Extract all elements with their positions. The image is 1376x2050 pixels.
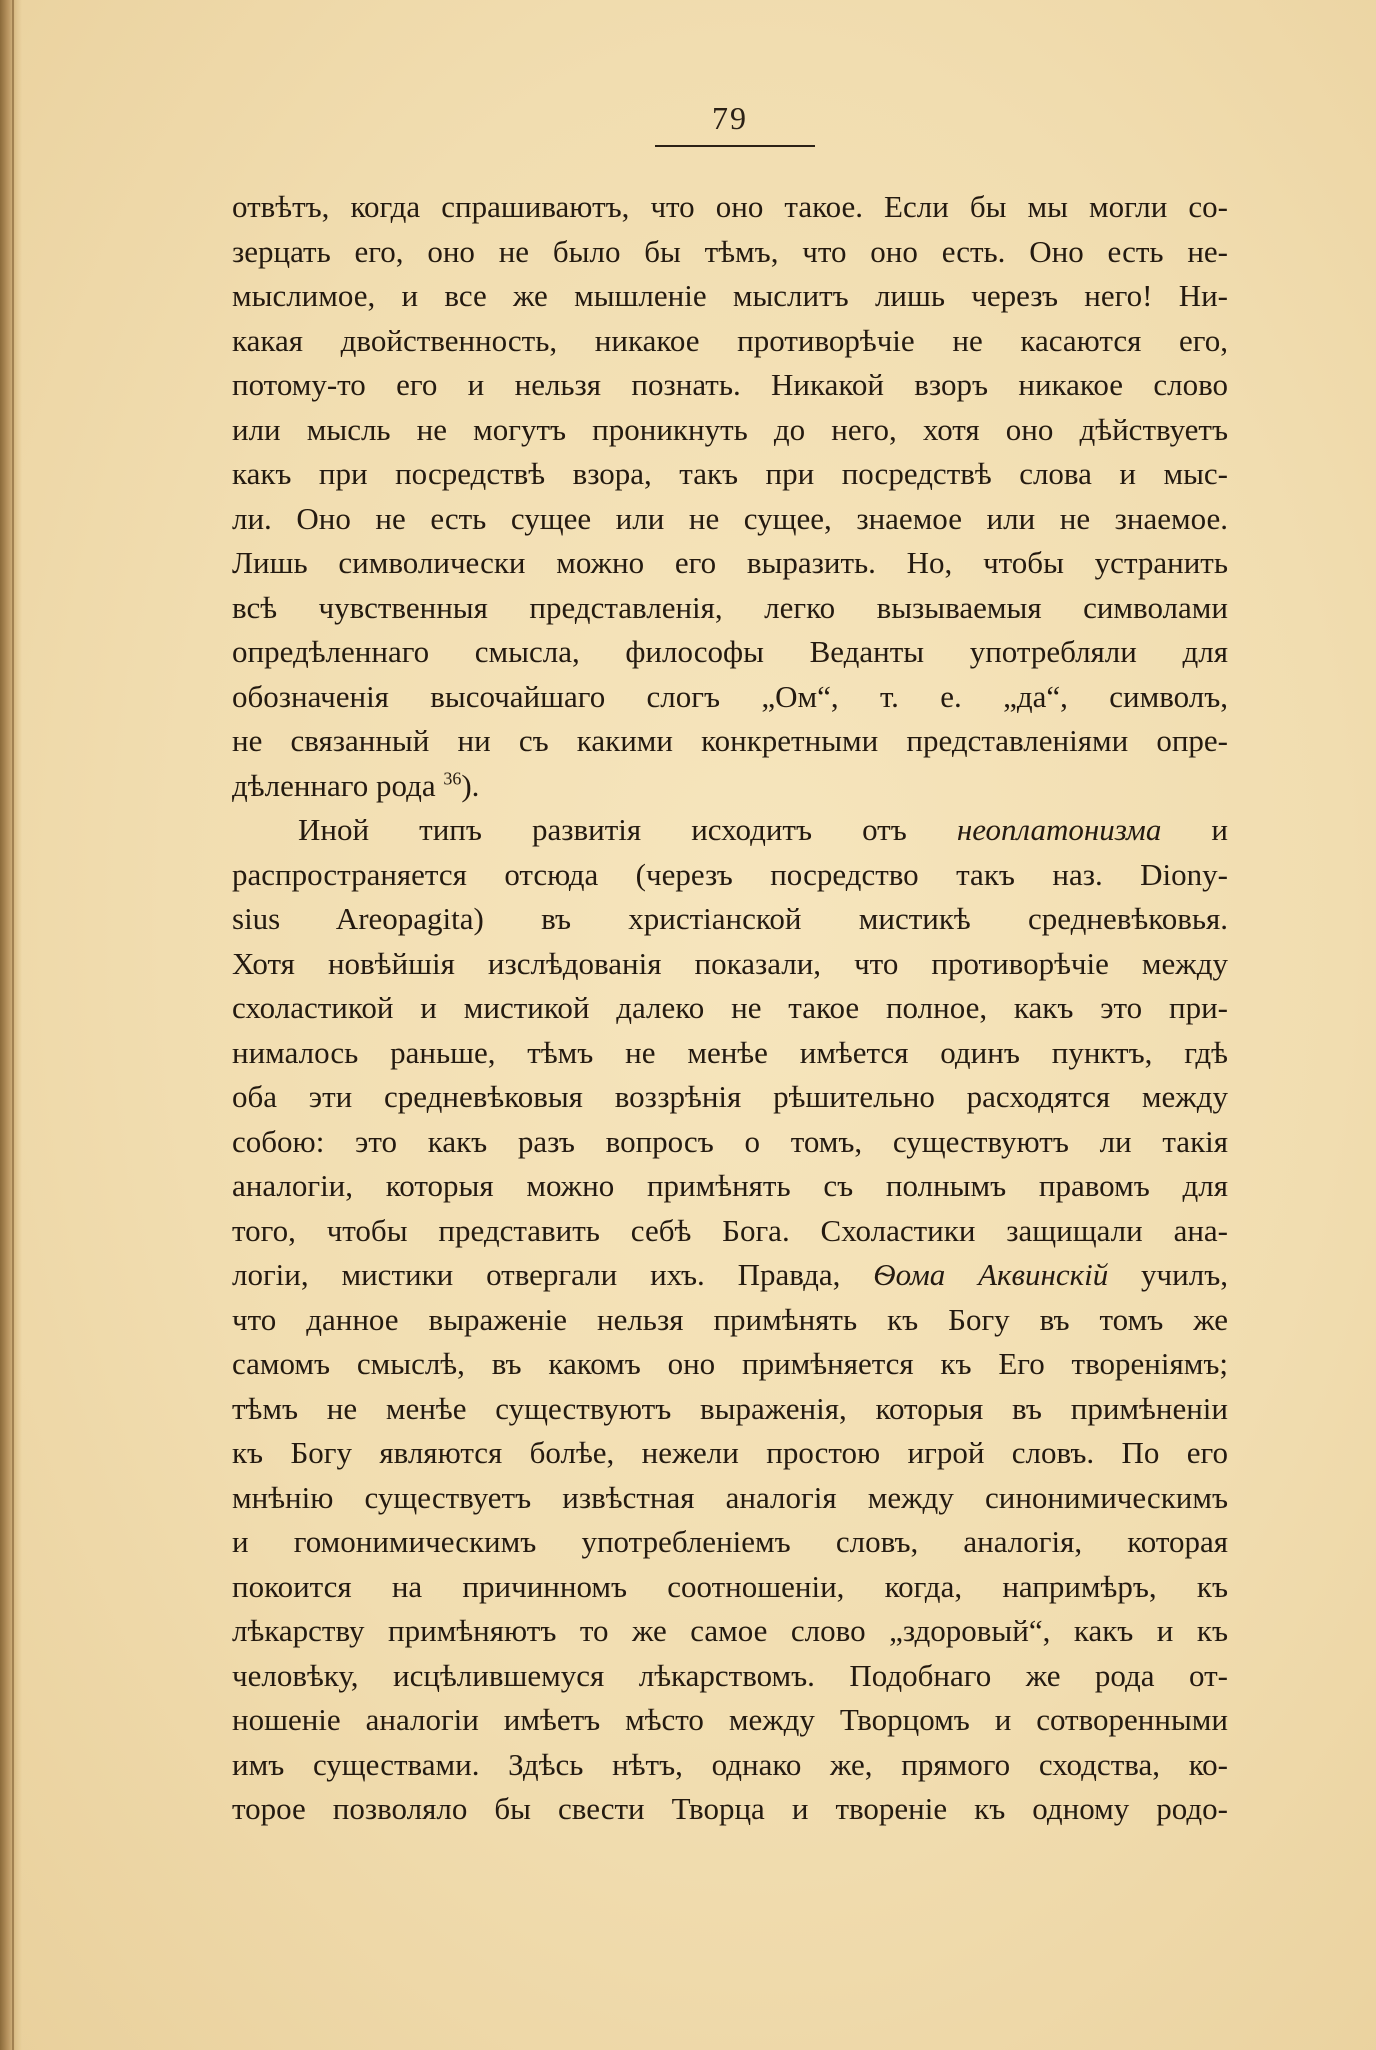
text-fragment: логіи, мистики отвергали ихъ. Правда, [232, 1257, 874, 1292]
text-line: лѣкарству примѣняютъ то же самое слово „здоровый“, какъ и къ [232, 1613, 1228, 1648]
text-line: тѣмъ не менѣе существуютъ выраженія, которыя въ примѣненіи [232, 1390, 1228, 1426]
text-fragment: дѣленнаго рода [232, 767, 444, 803]
text-line: схоластикой и мистикой далеко не такое полное, какъ это при- [232, 990, 1228, 1025]
text-fragment: и [1161, 812, 1228, 847]
body-text [232, 185, 1228, 1832]
text-line: всѣ чувственныя представленія, легко вызываемыя символами [232, 589, 1228, 625]
text-line: самомъ смыслѣ, въ какомъ оно примѣняется къ Его твореніямъ; [232, 1346, 1228, 1381]
text-line: обозначенія высочайшаго слогъ „Ом“, т. е. „да“, символъ, [232, 678, 1228, 714]
text-line: Хотя новѣйшія изслѣдованія показали, что противорѣчіе между [232, 945, 1228, 981]
text-line: торое позволяло бы свести Творца и твореніе къ одному родо- [232, 1791, 1228, 1826]
text-line: къ Богу являются болѣе, нежели простою игрой словъ. По его [232, 1435, 1228, 1470]
text-line: ношеніе аналогіи имѣетъ мѣсто между Творцомъ и сотворенными [232, 1702, 1228, 1737]
text-line: аналогіи, которыя можно примѣнять съ полнымъ правомъ для [232, 1168, 1228, 1203]
text-line: отвѣтъ, когда спрашиваютъ, что оно такое. Если бы мы могли со- [232, 189, 1228, 224]
text-line-last [232, 764, 1228, 809]
page-binding-line [12, 0, 14, 2050]
text-line: собою: это какъ разъ вопросъ о томъ, существуютъ ли такія [232, 1123, 1228, 1159]
text-line: мыслимое, и все же мышленіе мыслитъ лишь черезъ него! Ни- [232, 278, 1228, 313]
header-rule [655, 145, 815, 147]
text-line: какъ при посредствѣ взора, такъ при посредствѣ слова и мыс- [232, 456, 1228, 491]
page-number: 79 [712, 100, 748, 136]
text-line [232, 1253, 1228, 1298]
text-line: ли. Оно не есть сущее или не сущее, знаемое или не знаемое. [232, 500, 1228, 536]
text-line: sius Areopagita) въ христіанской мистикѣ средневѣковья. [232, 901, 1228, 936]
italic-term: неоплатонизма [956, 812, 1162, 847]
text-line: нималось раньше, тѣмъ не менѣе имѣется одинъ пунктъ, гдѣ [232, 1034, 1228, 1070]
text-line: опредѣленнаго смысла, философы Веданты употребляли для [232, 634, 1228, 669]
page-binding-edge [0, 0, 22, 2050]
text-line: оба эти средневѣковыя воззрѣнія рѣшительно расходятся между [232, 1079, 1228, 1114]
text-line: Лишь символически можно его выразить. Но, чтобы устранить [232, 545, 1228, 580]
text-line: мнѣнію существуетъ извѣстная аналогія между синонимическимъ [232, 1479, 1228, 1515]
text-line: и гомонимическимъ употребленіемъ словъ, аналогія, которая [232, 1524, 1228, 1559]
text-fragment: Иной типъ развитія исходитъ отъ [298, 812, 957, 847]
text-line: или мысль не могутъ проникнуть до него, хотя оно дѣйствуетъ [232, 411, 1228, 447]
italic-name: Ѳома Аквинскій [873, 1257, 1109, 1292]
text-fragment: ). [461, 767, 480, 803]
text-line: распространяется отсюда (черезъ посредство такъ наз. Dionу- [232, 856, 1228, 892]
text-line: того, чтобы представить себѣ Бога. Схоластики защищали ана- [232, 1212, 1228, 1248]
text-line: какая двойственность, никакое противорѣчіе не касаются его, [232, 322, 1228, 358]
text-line: покоится на причинномъ соотношеніи, когда, напримѣръ, къ [232, 1568, 1228, 1604]
text-line: человѣку, исцѣлившемуся лѣкарствомъ. Подобнаго же рода от- [232, 1657, 1228, 1693]
text-line-first [232, 808, 1228, 853]
text-line: потому-то его и нельзя познать. Никакой взоръ никакое слово [232, 367, 1228, 402]
text-line: зерцать его, оно не было бы тѣмъ, что оно есть. Оно есть не- [232, 233, 1228, 269]
text-line: имъ существами. Здѣсь нѣтъ, однако же, прямого сходства, ко- [232, 1746, 1228, 1782]
text-fragment: училъ, [1108, 1257, 1228, 1292]
text-line: не связанный ни съ какими конкретными представленіями опре- [232, 723, 1228, 758]
footnote-reference[interactable]: 36 [443, 768, 462, 789]
text-line: что данное выраженіе нельзя примѣнять къ Богу въ томъ же [232, 1301, 1228, 1337]
